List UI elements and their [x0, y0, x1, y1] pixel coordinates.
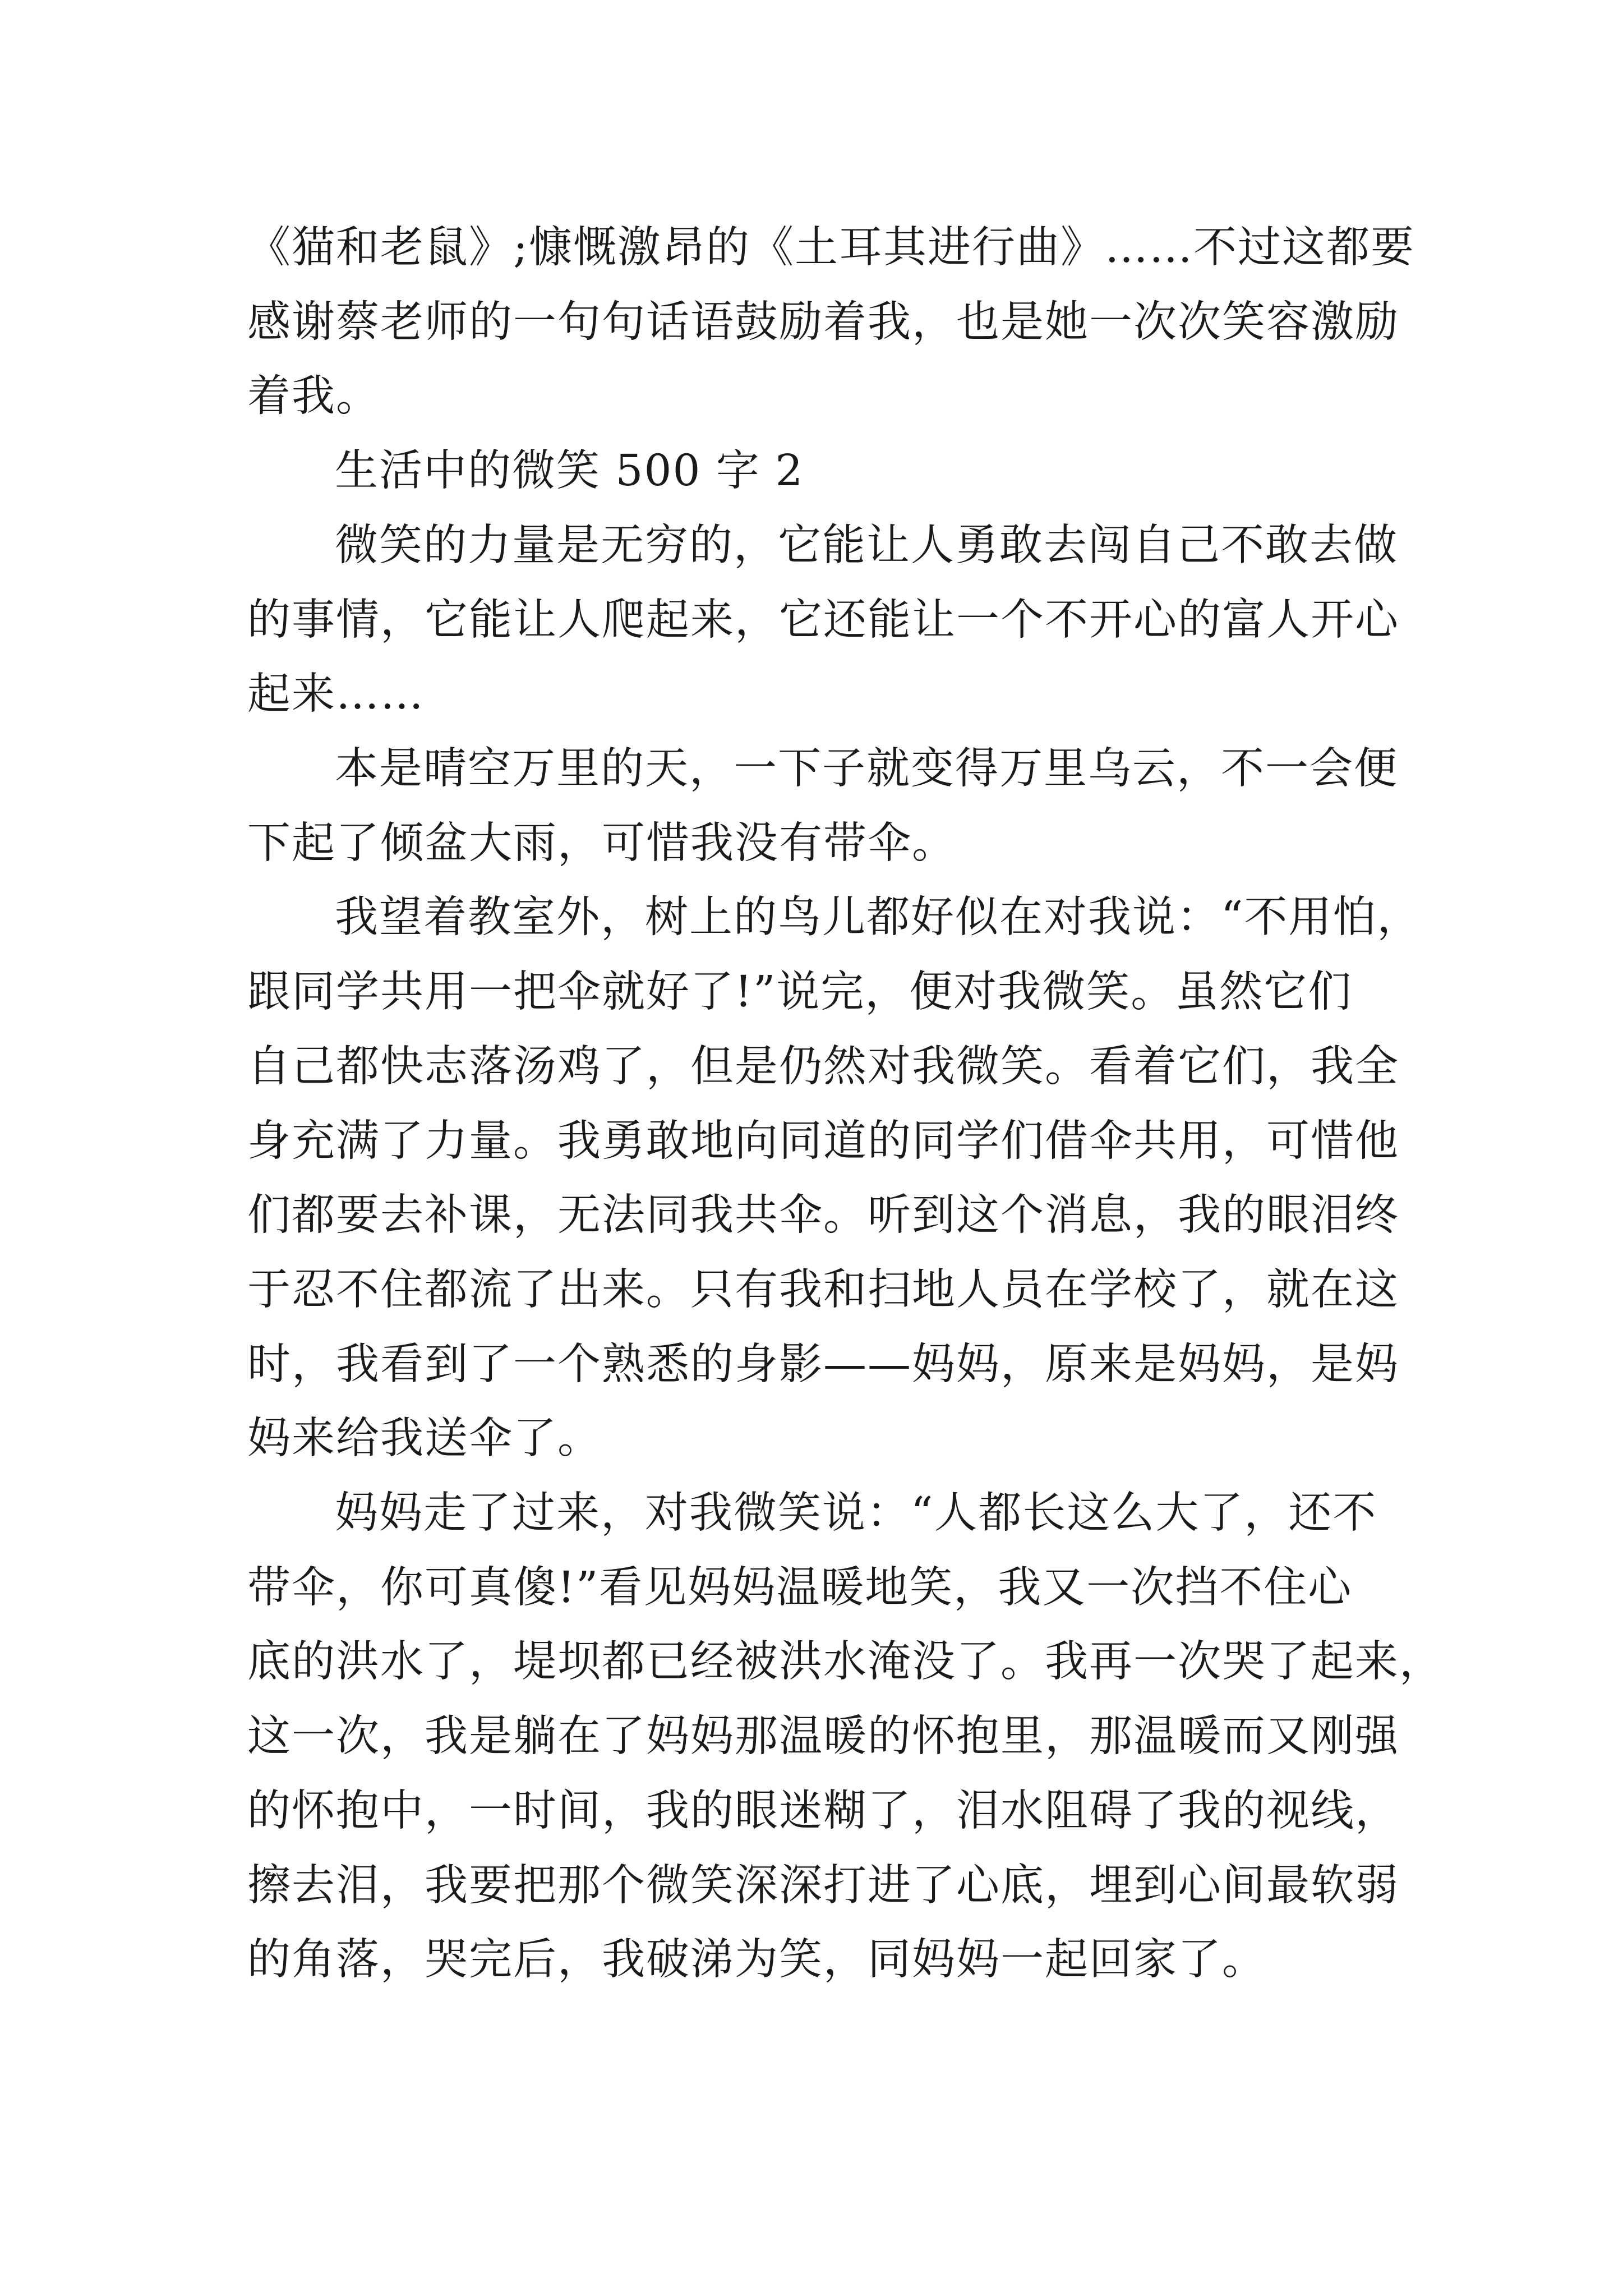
- text-line: 我望着教室外，树上的鸟儿都好似在对我说：“不用怕，: [335, 892, 1422, 942]
- text-line: 本是晴空万里的天，一下子就变得万里乌云，不一会便: [335, 744, 1398, 794]
- text-line: 时，我看到了一个熟悉的身影——妈妈，原来是妈妈，是妈: [247, 1340, 1399, 1389]
- text-line: 妈来给我送伞了。: [247, 1414, 602, 1464]
- section-heading: 生活中的微笑 500 字 2: [335, 446, 804, 496]
- text-line: 于忍不住都流了出来。只有我和扫地人员在学校了，就在这: [247, 1265, 1399, 1315]
- text-line: 带伞，你可真傻!”看见妈妈温暖地笑，我又一次挡不住心: [247, 1563, 1353, 1613]
- text-line: 起来……: [247, 669, 425, 719]
- text-line: 妈妈走了过来，对我微笑说：“人都长这么大了，还不: [335, 1488, 1377, 1538]
- text-line: 跟同学共用一把伞就好了!”说完，便对我微笑。虽然它们: [247, 967, 1353, 1017]
- text-line: 下起了倾盆大雨，可惜我没有带伞。: [247, 818, 956, 868]
- text-line: 自己都快志落汤鸡了，但是仍然对我微笑。看着它们，我全: [247, 1042, 1399, 1092]
- text-line: 着我。: [247, 371, 380, 421]
- text-line: 《猫和老鼠》;慷慨激昂的《土耳其进行曲》……不过这都要: [247, 223, 1415, 273]
- text-line: 身充满了力量。我勇敢地向同道的同学们借伞共用，可惜他: [247, 1116, 1399, 1166]
- text-line: 感谢蔡老师的一句句话语鼓励着我，也是她一次次笑容激励: [247, 297, 1399, 347]
- text-line: 的事情，它能让人爬起来，它还能让一个不开心的富人开心: [247, 595, 1399, 645]
- text-line: 底的洪水了，堤坝都已经被洪水淹没了。我再一次哭了起来，: [247, 1637, 1444, 1687]
- text-line: 擦去泪，我要把那个微笑深深打进了心底，埋到心间最软弱: [247, 1861, 1399, 1911]
- text-line: 的角落，哭完后，我破涕为笑，同妈妈一起回家了。: [247, 1935, 1266, 1985]
- text-line: 们都要去补课，无法同我共伞。听到这个消息，我的眼泪终: [247, 1190, 1399, 1240]
- text-line: 的怀抱中，一时间，我的眼迷糊了，泪水阻碍了我的视线，: [247, 1786, 1399, 1836]
- text-line: 这一次，我是躺在了妈妈那温暖的怀抱里，那温暖而又刚强: [247, 1711, 1399, 1761]
- text-line: 微笑的力量是无穷的，它能让人勇敢去闯自己不敢去做: [335, 521, 1398, 570]
